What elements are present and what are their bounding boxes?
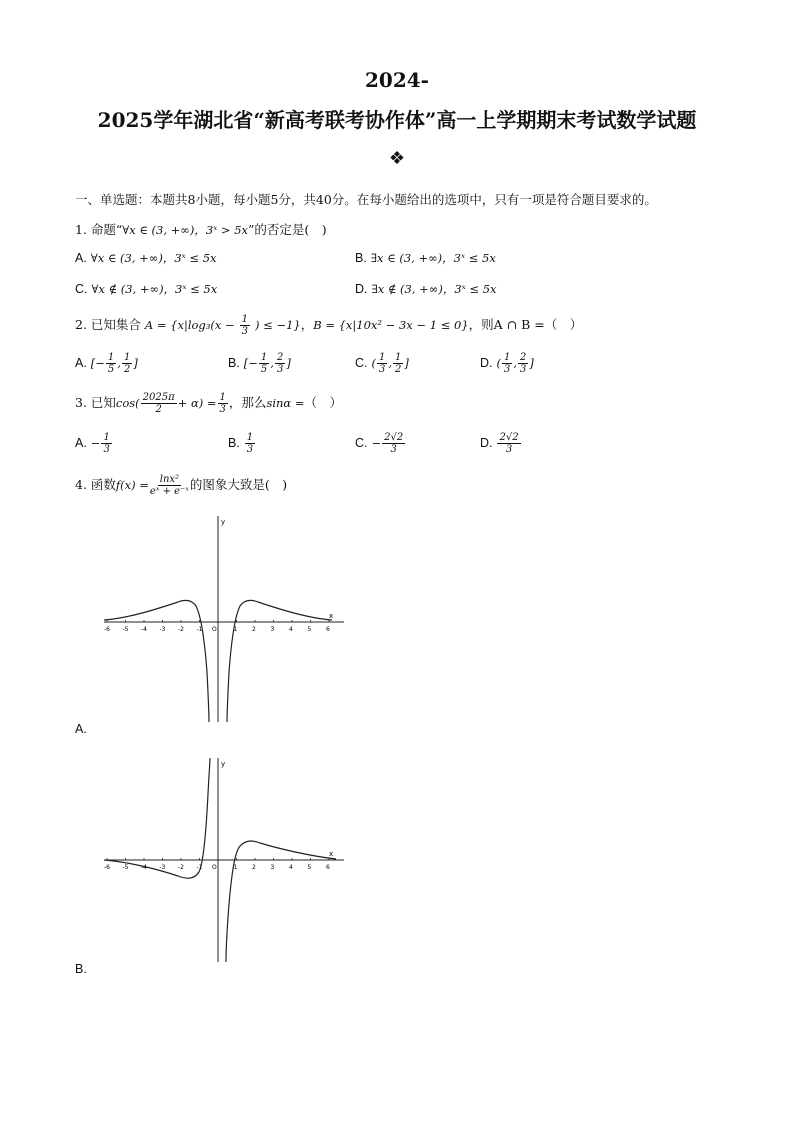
graph-a-y-label: y	[221, 518, 226, 526]
option-letter: D.	[355, 282, 368, 296]
graph-a-origin: O	[212, 626, 217, 633]
question-1	[75, 220, 327, 238]
tick-label: -6	[104, 626, 110, 633]
tick-label: -4	[141, 626, 147, 633]
tick-label: -5	[122, 864, 129, 871]
q3-rhs-fraction: $\frac{1}{3}$	[219, 392, 226, 415]
bracket-open: (	[496, 356, 501, 370]
option-letter: A.	[75, 436, 87, 450]
option-fraction: $\frac{1}{3}$	[246, 432, 254, 455]
tick-label: -3	[159, 864, 166, 871]
fraction-2: $\frac{2}{3}$	[520, 352, 527, 375]
graph-a	[100, 512, 350, 724]
option-letter: B.	[355, 251, 367, 265]
graph-a-curve-left	[104, 600, 209, 722]
option-letter: C.	[355, 356, 368, 370]
bracket-close: ]	[133, 356, 138, 370]
tick-label: 1	[233, 864, 238, 871]
tick-label: -4	[141, 864, 147, 871]
separator: ,	[513, 356, 518, 370]
bracket-close: ]	[404, 356, 409, 370]
q1-option-a[interactable]	[75, 250, 217, 266]
q1-option-c[interactable]	[75, 281, 217, 297]
option-fraction: $\frac{1}{3}$	[103, 432, 110, 455]
separator: ,	[270, 356, 274, 370]
q1-prefix: 1. 命题“	[75, 222, 123, 237]
q3-middle: ，那么	[228, 395, 267, 410]
q2-set-b: B = {x|10x² − 3x − 1 ≤ 0}	[313, 318, 469, 332]
option-letter: C.	[355, 436, 368, 450]
q1-suffix: ”的否定是( )	[248, 222, 327, 237]
tick-label: -6	[104, 864, 110, 871]
q2-fraction: $\frac{1}{3}$	[241, 314, 249, 337]
q3-option-b[interactable]	[228, 432, 256, 455]
fraction-1: $\frac{1}{3}$	[378, 352, 386, 375]
q1-math: ∀x ∈ (3, +∞)，3ˣ > 5x	[122, 223, 249, 237]
option-letter: B.	[228, 356, 240, 370]
tick-label: 6	[326, 864, 330, 871]
graph-b	[100, 754, 350, 966]
tick-label: 4	[289, 626, 293, 633]
q4-suffix: 的图象大致是( )	[189, 477, 288, 492]
fraction-1: $\frac{1}{3}$	[503, 352, 511, 375]
fraction-1: $\frac{1}{5}$	[260, 352, 268, 375]
option-fraction: $\frac{2√2}{3}$	[499, 432, 519, 455]
q2-option-d[interactable]	[480, 352, 534, 375]
option-text: ∀x ∉ (3, +∞)，3ˣ ≤ 5x	[91, 282, 218, 296]
option-text: ∃x ∈ (3, +∞)，3ˣ ≤ 5x	[370, 251, 496, 265]
question-3	[75, 392, 342, 415]
section-heading: 一、单选题：本题共8小题，每小题5分，共40分。在每小题给出的选项中，只有一项是符合题目要求的。	[75, 192, 657, 207]
tick-label: 5	[307, 626, 312, 633]
graph-b-curve-right	[226, 841, 336, 962]
q2-option-c[interactable]	[355, 352, 409, 375]
tick-label: -3	[159, 626, 166, 633]
separator: ,	[388, 356, 393, 370]
fraction-1: $\frac{1}{5}$	[107, 352, 115, 375]
tick-label: 1	[233, 626, 238, 633]
graph-b-label: B.	[75, 962, 87, 976]
q4-f-fraction: $\frac{\text{lnx²}}{\text{eˣ + e⁻ˣ}}$	[149, 474, 189, 497]
graph-a-curve-right	[227, 600, 332, 722]
q2-suffix: ，则A ∩ B =（ ）	[468, 317, 583, 332]
q3-cos-close: + α) =	[177, 396, 217, 410]
option-text: ∃x ∉ (3, +∞)，3ˣ ≤ 5x	[371, 282, 497, 296]
option-letter: C.	[75, 282, 88, 296]
bracket-close: ]	[286, 356, 291, 370]
title-line-2: 2025学年湖北省“新高考联考协作体”高一上学期期末考试数学试题	[97, 108, 697, 132]
graph-a-x-label: x	[329, 612, 334, 620]
q4-prefix: 4. 函数	[75, 477, 116, 492]
tick-label: 5	[307, 864, 312, 871]
tick-label: -1	[196, 626, 203, 633]
tick-label: -2	[178, 626, 184, 633]
bracket-close: ]	[529, 356, 534, 370]
q3-option-d[interactable]	[480, 432, 522, 455]
graph-b-x-label: x	[329, 850, 334, 858]
bracket-open: (	[371, 356, 376, 370]
q3-prefix: 3. 已知	[75, 395, 116, 410]
option-text: ∀x ∈ (3, +∞)，3ˣ ≤ 5x	[90, 251, 217, 265]
tick-label: -5	[122, 626, 129, 633]
tick-label: -1	[196, 864, 203, 871]
fraction-2: $\frac{2}{3}$	[276, 352, 284, 375]
q4-f-lhs: f(x) =	[115, 478, 149, 492]
graph-b-y-label: y	[221, 760, 226, 768]
title-ornament: ❖	[388, 148, 406, 169]
q3-ask: sinα =	[266, 396, 305, 410]
q2-option-b[interactable]	[228, 352, 291, 375]
option-sign: −	[90, 436, 101, 450]
q3-suffix: （ ）	[304, 395, 342, 410]
q1-option-b[interactable]	[355, 250, 496, 266]
option-letter: D.	[480, 356, 493, 370]
option-fraction: $\frac{2√2}{3}$	[384, 432, 404, 455]
q3-option-a[interactable]	[75, 432, 113, 455]
graph-a-label: A.	[75, 722, 87, 736]
q1-option-d[interactable]	[355, 281, 497, 297]
option-sign: −	[371, 436, 382, 450]
title-line-1: 2024-	[365, 68, 429, 92]
tick-label: 2	[252, 626, 256, 633]
fraction-2: $\frac{1}{2}$	[395, 352, 402, 375]
q2-set-a-left: A = {x|log₃(x −	[144, 318, 235, 332]
option-letter: A.	[75, 356, 87, 370]
separator: ,	[117, 356, 121, 370]
option-letter: D.	[480, 436, 493, 450]
question-4	[75, 474, 287, 497]
tick-label: 3	[270, 864, 275, 871]
option-letter: B.	[228, 436, 240, 450]
bracket-open: [−	[90, 356, 105, 370]
q2-set-a-right: ) ≤ −1}	[255, 318, 301, 332]
question-2	[75, 314, 582, 337]
bracket-open: [−	[243, 356, 258, 370]
tick-label: 2	[252, 864, 256, 871]
option-letter: A.	[75, 251, 87, 265]
q3-cos-open: cos(	[115, 396, 140, 410]
q3-cos-fraction: $\frac{2025\pi}{2}$	[142, 392, 175, 415]
tick-label: 4	[289, 864, 293, 871]
q3-option-c[interactable]	[355, 432, 406, 455]
q2-comma: ，	[300, 317, 314, 332]
q2-prefix: 2. 已知集合	[75, 317, 141, 332]
tick-label: -2	[178, 864, 184, 871]
q2-option-a[interactable]	[75, 352, 138, 375]
tick-label: 3	[270, 626, 275, 633]
tick-label: 6	[326, 626, 330, 633]
fraction-2: $\frac{1}{2}$	[123, 352, 131, 375]
graph-b-origin: O	[212, 864, 217, 871]
